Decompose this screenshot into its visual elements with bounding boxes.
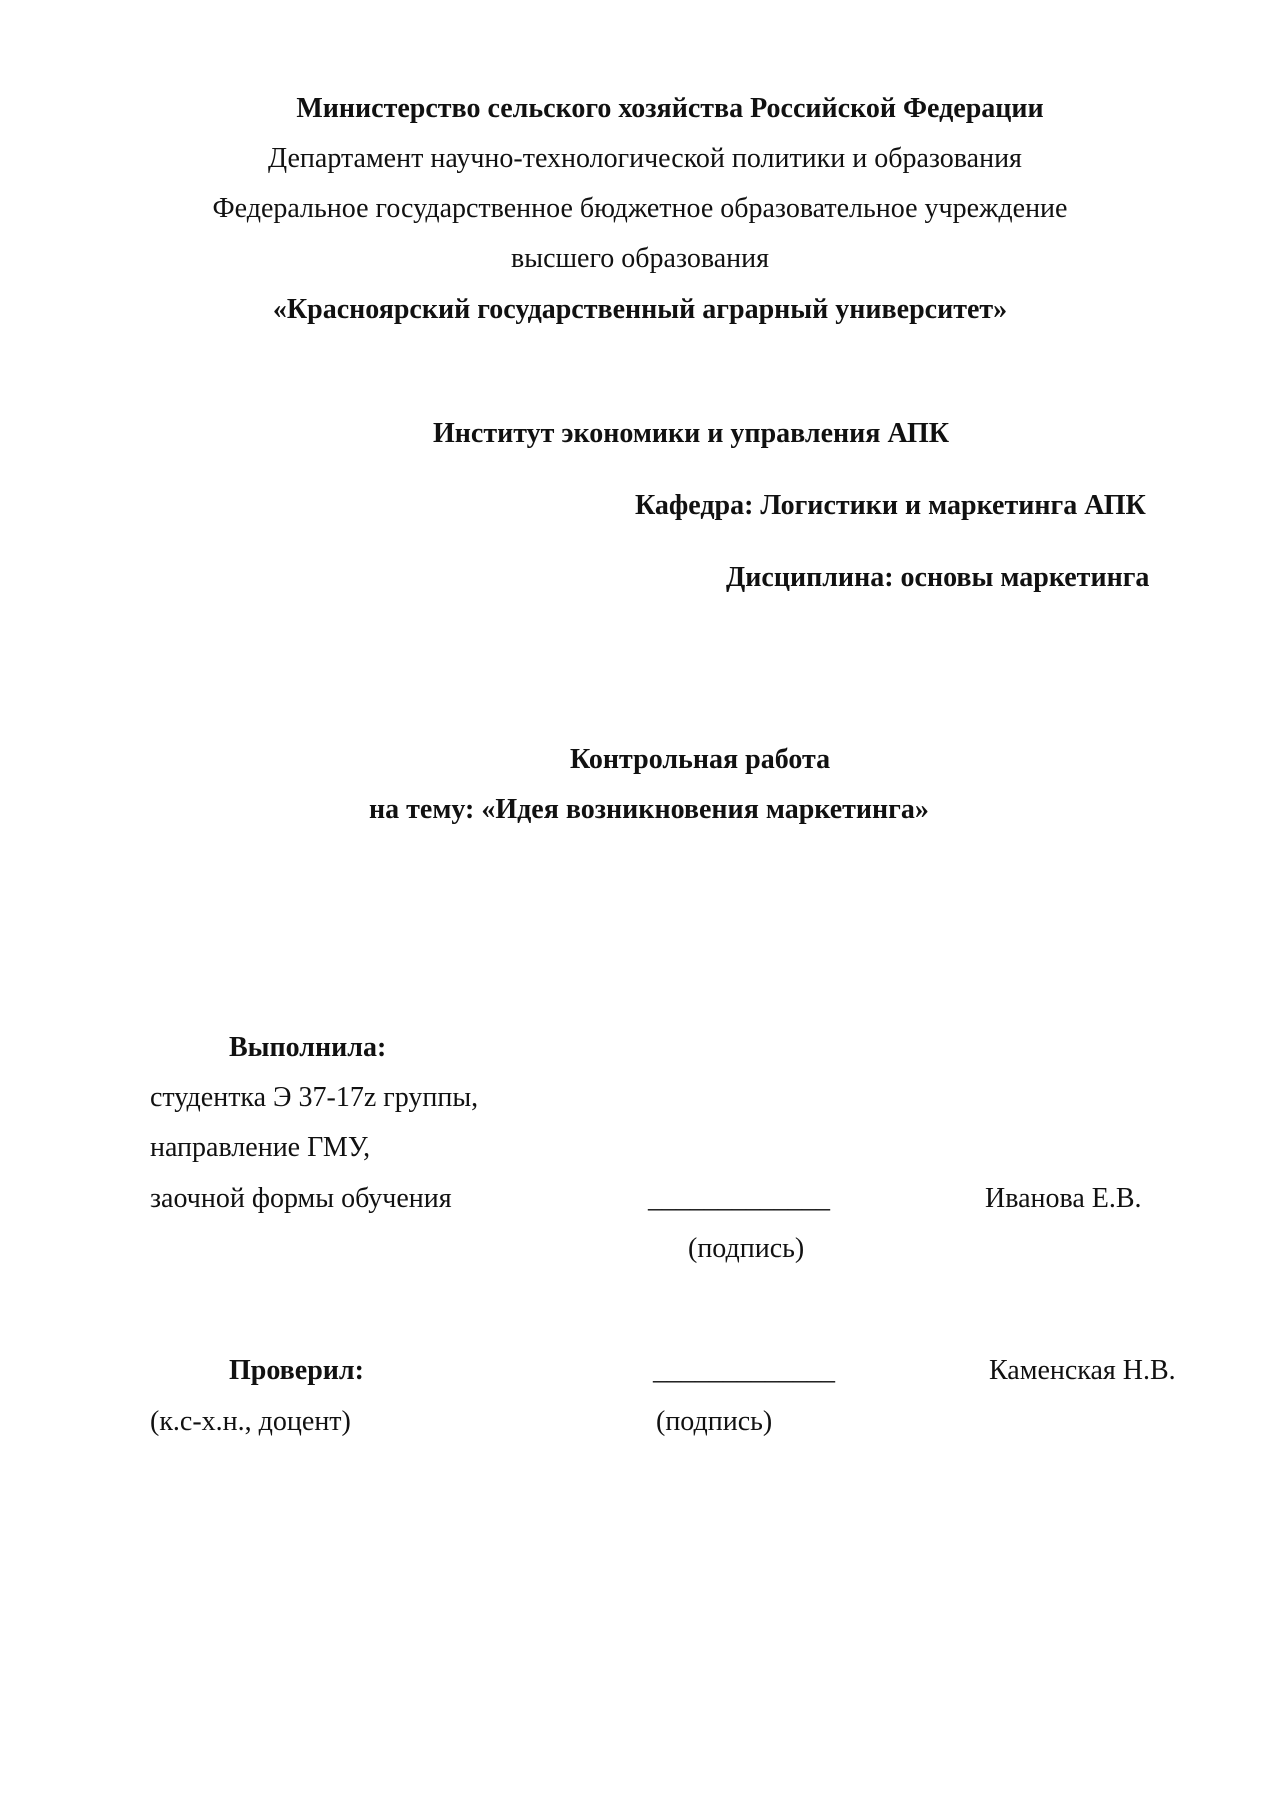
- chair-line: Кафедра: Логистики и маркетинга АПК: [635, 490, 1146, 521]
- university-line: «Красноярский государственный аграрный университет»: [272, 294, 1008, 325]
- checker-signature-caption: (подпись): [656, 1406, 773, 1437]
- performer-heading: Выполнила:: [229, 1032, 387, 1063]
- performer-study-form: заочной формы обучения: [150, 1183, 452, 1214]
- work-topic: на тему: «Идея возникновения маркетинга»: [369, 794, 929, 825]
- checker-heading: Проверил:: [229, 1355, 364, 1386]
- performer-direction: направление ГМУ,: [150, 1132, 371, 1163]
- checker-position: (к.с-х.н., доцент): [150, 1406, 351, 1437]
- institution-line-1: Федеральное государственное бюджетное образовательное учреждение: [212, 193, 1068, 224]
- institution-line-2: высшего образования: [511, 243, 769, 274]
- institute-line: Институт экономики и управления АПК: [433, 418, 950, 449]
- performer-group: студентка Э 37-17z группы,: [150, 1082, 479, 1113]
- ministry-line: Министерство сельского хозяйства Российской Федерации: [296, 93, 1044, 124]
- department-line: Департамент научно-технологической политики и образования: [268, 143, 1022, 174]
- checker-signature-blank: _____________: [653, 1355, 835, 1386]
- performer-name: Иванова Е.В.: [985, 1183, 1142, 1214]
- work-type: Контрольная работа: [570, 744, 831, 775]
- performer-signature-blank: _____________: [648, 1183, 830, 1214]
- performer-signature-caption: (подпись): [688, 1233, 805, 1264]
- discipline-line: Дисциплина: основы маркетинга: [726, 562, 1150, 593]
- checker-name: Каменская Н.В.: [989, 1355, 1176, 1386]
